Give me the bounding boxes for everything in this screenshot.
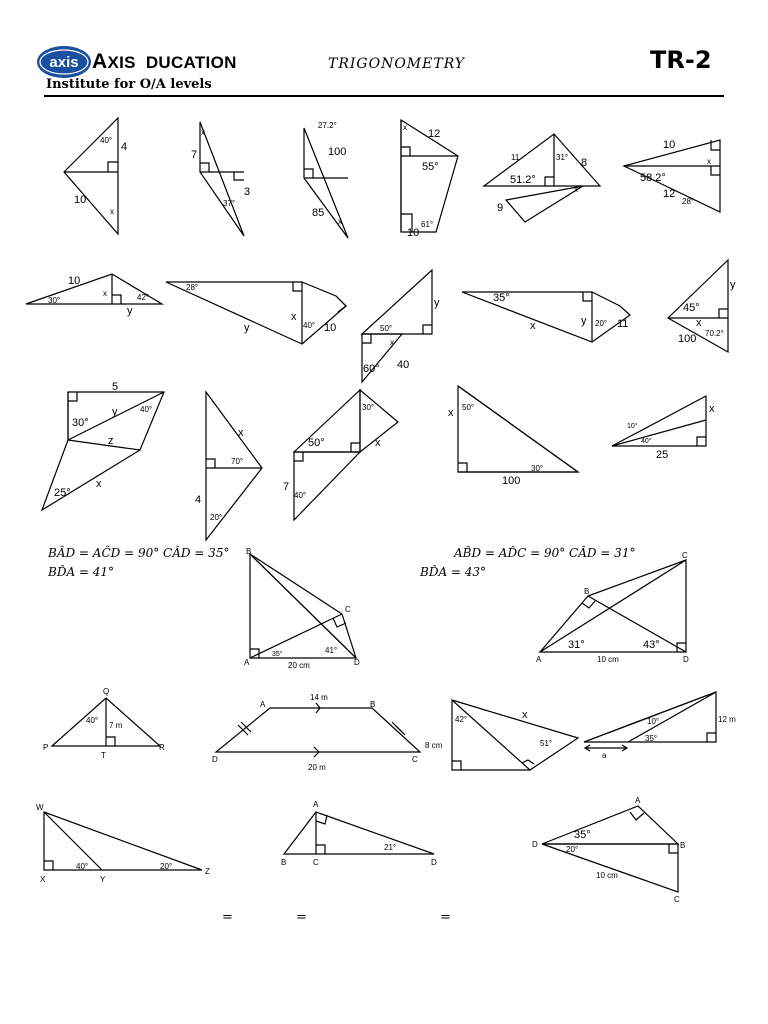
svg-text:58.2°: 58.2° bbox=[640, 172, 666, 184]
svg-text:B: B bbox=[584, 587, 590, 596]
svg-text:C: C bbox=[313, 858, 319, 867]
svg-text:70.2°: 70.2° bbox=[705, 329, 724, 338]
svg-text:X: X bbox=[40, 875, 46, 884]
svg-text:x: x bbox=[522, 709, 528, 721]
svg-text:10: 10 bbox=[663, 139, 676, 151]
svg-text:35°: 35° bbox=[645, 734, 658, 743]
svg-text:y: y bbox=[112, 406, 118, 418]
svg-text:x: x bbox=[448, 407, 454, 419]
r6-fig2 bbox=[281, 800, 437, 867]
r3-fig5 bbox=[612, 396, 715, 461]
svg-text:25: 25 bbox=[656, 449, 669, 461]
svg-text:50°: 50° bbox=[380, 324, 393, 333]
svg-text:x: x bbox=[238, 427, 244, 439]
svg-text:W: W bbox=[36, 803, 44, 812]
svg-text:B: B bbox=[370, 700, 376, 709]
svg-text:20°: 20° bbox=[595, 319, 608, 328]
svg-text:20°: 20° bbox=[160, 862, 173, 871]
r4-fig2 bbox=[536, 551, 689, 664]
svg-text:9: 9 bbox=[497, 202, 504, 214]
svg-text:30°: 30° bbox=[531, 464, 544, 473]
footer-equals-3: = bbox=[440, 910, 451, 925]
svg-text:51.2°: 51.2° bbox=[510, 174, 536, 186]
svg-text:A: A bbox=[260, 700, 266, 709]
svg-text:7 m: 7 m bbox=[109, 721, 123, 730]
svg-text:11: 11 bbox=[511, 153, 520, 162]
r2-fig2 bbox=[166, 282, 346, 344]
svg-text:70°: 70° bbox=[231, 457, 244, 466]
svg-text:y: y bbox=[730, 279, 736, 291]
svg-text:27.2°: 27.2° bbox=[318, 121, 337, 130]
svg-text:10: 10 bbox=[407, 227, 420, 239]
svg-text:3: 3 bbox=[244, 186, 251, 198]
r2-fig5 bbox=[668, 260, 736, 352]
r5-fig2 bbox=[212, 693, 443, 772]
svg-text:D: D bbox=[212, 755, 218, 764]
r2-fig4 bbox=[462, 292, 630, 342]
left-given-line1: BÂD = AĈD = 90° CÂD = 35° bbox=[48, 546, 230, 560]
r4-fig1 bbox=[244, 547, 360, 670]
svg-text:a: a bbox=[602, 751, 607, 760]
svg-text:x: x bbox=[338, 217, 342, 226]
svg-text:10 cm: 10 cm bbox=[597, 655, 619, 664]
svg-text:x: x bbox=[96, 478, 102, 490]
svg-text:100: 100 bbox=[328, 146, 347, 158]
r3-fig4 bbox=[448, 386, 578, 487]
r5-fig4 bbox=[584, 692, 736, 760]
svg-text:Z: Z bbox=[205, 867, 210, 876]
svg-text:20°: 20° bbox=[566, 845, 579, 854]
svg-text:7: 7 bbox=[283, 481, 290, 493]
svg-text:40: 40 bbox=[397, 359, 410, 371]
svg-text:42°: 42° bbox=[455, 715, 468, 724]
svg-text:35°: 35° bbox=[272, 651, 283, 658]
svg-text:A: A bbox=[536, 655, 542, 664]
svg-text:y: y bbox=[127, 305, 133, 317]
svg-text:7: 7 bbox=[191, 149, 198, 161]
svg-text:B: B bbox=[246, 547, 252, 556]
svg-text:51°: 51° bbox=[540, 739, 553, 748]
svg-text:10°: 10° bbox=[627, 423, 638, 430]
svg-text:12: 12 bbox=[663, 188, 676, 200]
footer-equals-2: = bbox=[296, 910, 307, 925]
svg-text:D: D bbox=[431, 858, 437, 867]
r1-fig5 bbox=[484, 134, 600, 222]
svg-text:41°: 41° bbox=[325, 646, 338, 655]
svg-text:B: B bbox=[680, 841, 686, 850]
svg-text:100: 100 bbox=[678, 333, 697, 345]
svg-text:8: 8 bbox=[581, 157, 588, 169]
svg-text:31°: 31° bbox=[556, 153, 569, 162]
svg-text:y: y bbox=[434, 297, 440, 309]
svg-text:z: z bbox=[108, 435, 114, 447]
r3-fig1 bbox=[42, 381, 164, 510]
svg-text:55°: 55° bbox=[422, 161, 439, 173]
r3-fig3 bbox=[283, 390, 398, 520]
svg-text:4: 4 bbox=[195, 494, 202, 506]
svg-text:x: x bbox=[403, 123, 407, 132]
svg-text:35°: 35° bbox=[574, 829, 591, 841]
svg-text:P: P bbox=[43, 743, 49, 752]
svg-text:61°: 61° bbox=[421, 220, 434, 229]
svg-text:T: T bbox=[101, 751, 106, 760]
svg-text:4: 4 bbox=[121, 141, 128, 153]
svg-text:x: x bbox=[709, 403, 715, 415]
svg-text:11: 11 bbox=[617, 318, 629, 330]
svg-text:x: x bbox=[574, 185, 578, 194]
svg-text:D: D bbox=[683, 655, 689, 664]
r3-fig2 bbox=[195, 392, 262, 540]
svg-text:D: D bbox=[532, 840, 538, 849]
right-given-line1: AB̂D = AD̂C = 90° CÂD = 31° bbox=[454, 546, 636, 560]
svg-text:40°: 40° bbox=[100, 136, 113, 145]
svg-text:30°: 30° bbox=[72, 417, 89, 429]
svg-text:C: C bbox=[345, 605, 351, 614]
svg-text:12: 12 bbox=[428, 128, 441, 140]
left-given-line2: BD̂A = 41° bbox=[48, 565, 115, 579]
svg-text:42°: 42° bbox=[137, 293, 150, 302]
r5-fig1 bbox=[43, 687, 165, 760]
svg-text:37°: 37° bbox=[223, 199, 236, 208]
svg-text:40°: 40° bbox=[303, 321, 316, 330]
r1-fig1 bbox=[64, 118, 127, 234]
svg-text:x: x bbox=[696, 317, 702, 329]
svg-text:A: A bbox=[635, 796, 641, 805]
svg-text:A: A bbox=[244, 658, 250, 667]
svg-text:43°: 43° bbox=[643, 639, 660, 651]
institute-subtitle: Institute for O/A levels bbox=[46, 77, 212, 92]
svg-text:x: x bbox=[530, 320, 536, 332]
svg-text:x: x bbox=[110, 207, 114, 216]
svg-text:45°: 45° bbox=[683, 302, 700, 314]
brand-name: AXIS DUCATION bbox=[92, 50, 237, 73]
svg-text:40°: 40° bbox=[641, 438, 652, 445]
footer-equals-1: = bbox=[222, 910, 233, 925]
svg-text:20 m: 20 m bbox=[308, 763, 326, 772]
svg-text:31°: 31° bbox=[568, 639, 585, 651]
svg-text:x: x bbox=[291, 311, 297, 323]
svg-text:30°: 30° bbox=[362, 403, 375, 412]
svg-text:14 m: 14 m bbox=[310, 693, 328, 702]
r1-fig3 bbox=[304, 121, 348, 238]
r6-fig3 bbox=[532, 796, 685, 904]
svg-text:40°: 40° bbox=[140, 405, 153, 414]
r6-fig1 bbox=[36, 803, 210, 884]
r2-fig1 bbox=[26, 274, 162, 317]
svg-text:B: B bbox=[281, 858, 287, 867]
r1-fig4 bbox=[401, 120, 458, 239]
svg-text:axis: axis bbox=[49, 54, 79, 71]
svg-text:20°: 20° bbox=[210, 513, 223, 522]
r1-fig2 bbox=[191, 122, 250, 236]
svg-text:x: x bbox=[201, 128, 205, 137]
svg-text:12 m: 12 m bbox=[718, 715, 736, 724]
svg-text:10 cm: 10 cm bbox=[596, 871, 618, 880]
svg-text:30°: 30° bbox=[48, 296, 61, 305]
svg-text:50°: 50° bbox=[308, 437, 325, 449]
svg-text:40°: 40° bbox=[86, 716, 99, 725]
svg-text:Q: Q bbox=[103, 687, 110, 696]
svg-text:21°: 21° bbox=[384, 843, 397, 852]
svg-text:40°: 40° bbox=[294, 491, 307, 500]
svg-text:10°: 10° bbox=[647, 717, 660, 726]
svg-text:85: 85 bbox=[312, 207, 325, 219]
svg-text:100: 100 bbox=[502, 475, 521, 487]
svg-text:60°: 60° bbox=[363, 363, 380, 375]
svg-text:x: x bbox=[707, 157, 711, 166]
svg-text:8 cm: 8 cm bbox=[425, 741, 443, 750]
svg-text:40°: 40° bbox=[76, 862, 89, 871]
svg-text:50°: 50° bbox=[462, 403, 475, 412]
svg-text:25°: 25° bbox=[54, 487, 71, 499]
topic-title: TRIGONOMETRY bbox=[328, 56, 466, 72]
svg-text:y: y bbox=[244, 322, 250, 334]
svg-text:5: 5 bbox=[112, 381, 119, 393]
svg-text:28°: 28° bbox=[186, 283, 199, 292]
svg-text:35°: 35° bbox=[493, 292, 510, 304]
r5-fig3 bbox=[452, 700, 578, 770]
r1-fig6 bbox=[624, 139, 720, 212]
svg-text:C: C bbox=[412, 755, 418, 764]
svg-text:20 cm: 20 cm bbox=[288, 661, 310, 670]
r2-fig3 bbox=[362, 270, 440, 382]
svg-text:D: D bbox=[354, 658, 360, 667]
svg-text:10: 10 bbox=[68, 275, 81, 287]
svg-text:R: R bbox=[159, 743, 165, 752]
svg-text:Y: Y bbox=[100, 875, 106, 884]
svg-text:C: C bbox=[674, 895, 680, 904]
svg-text:y: y bbox=[581, 315, 587, 327]
svg-text:C: C bbox=[682, 551, 688, 560]
svg-text:28°: 28° bbox=[682, 197, 695, 206]
svg-text:10: 10 bbox=[74, 194, 87, 206]
worksheet-code: TR-2 bbox=[650, 46, 712, 74]
svg-text:10: 10 bbox=[324, 322, 337, 334]
svg-text:x: x bbox=[390, 338, 394, 347]
right-given-line2: BD̂A = 43° bbox=[420, 565, 487, 579]
svg-text:x: x bbox=[103, 289, 107, 298]
svg-text:A: A bbox=[313, 800, 319, 809]
svg-text:x: x bbox=[375, 437, 381, 449]
